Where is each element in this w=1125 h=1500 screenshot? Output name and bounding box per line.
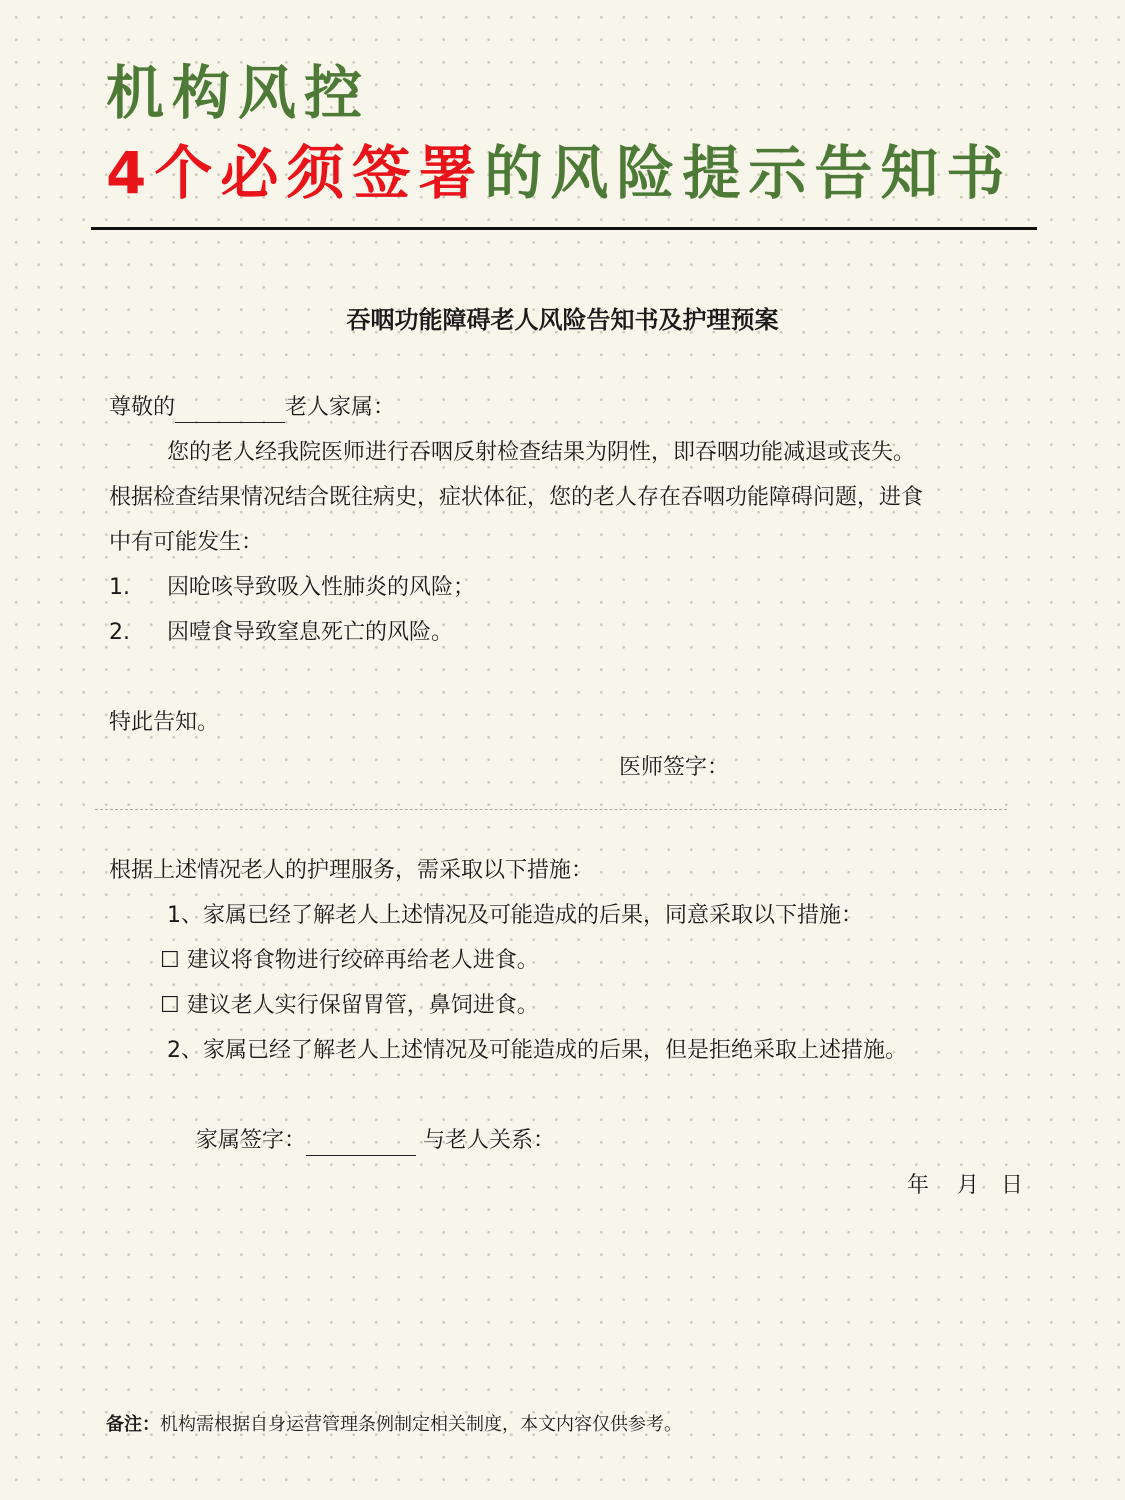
risk-text: 因噎食导致窒息死亡的风险。 — [167, 620, 454, 645]
measure-checkbox-item[interactable] — [160, 946, 539, 976]
paragraph-1: 您的老人经我院医师进行吞咽反射检查结果为阴性，即吞咽功能减退或丧失。 — [167, 440, 916, 465]
option-2: 2、家属已经了解老人上述情况及可能造成的后果，但是拒绝采取上述措施。 — [167, 1038, 907, 1063]
footer-text: 机构需根据自身运营管理条例制定相关制度，本文内容仅供参考。 — [160, 1414, 682, 1435]
measure-label: 建议老人实行保留胃管，鼻饲进食。 — [186, 993, 539, 1018]
paragraph-3: 中有可能发生： — [109, 530, 264, 555]
risk-item — [109, 573, 476, 603]
risk-item — [109, 618, 454, 648]
measure-checkbox-item[interactable] — [160, 991, 539, 1021]
footer-label: 备注： — [106, 1414, 160, 1435]
paragraph-2: 根据检查结果情况结合既往病史，症状体征，您的老人存在吞咽功能障碍问题，进食 — [109, 485, 924, 510]
header-highlight: 4个必须签署 — [106, 139, 485, 207]
year-label: 年 — [907, 1173, 930, 1198]
salutation-suffix: 老人家属： — [285, 395, 396, 420]
header-title-line2 — [106, 126, 1012, 210]
checkbox-icon[interactable]: ☐ — [160, 993, 180, 1018]
family-signature-blank[interactable] — [306, 1131, 416, 1156]
month-label: 月 — [957, 1173, 980, 1198]
option-1: 1、家属已经了解老人上述情况及可能造成的后果，同意采取以下措施： — [167, 903, 863, 928]
name-blank[interactable] — [175, 398, 285, 423]
notice-text: 特此告知。 — [109, 710, 220, 735]
header-title-line1: 机构风控 — [106, 59, 371, 127]
date-row — [907, 1171, 1023, 1201]
checkbox-icon[interactable]: ☐ — [160, 948, 180, 973]
family-signature-row — [196, 1126, 555, 1156]
measure-label: 建议将食物进行绞碎再给老人进食。 — [186, 948, 539, 973]
doctor-signature-label: 医师签字： — [619, 755, 730, 780]
salutation-prefix: 尊敬的 — [109, 395, 176, 420]
header-divider — [91, 227, 1037, 230]
footer-note — [106, 1410, 682, 1436]
risk-number: 2. — [109, 620, 130, 645]
measures-intro: 根据上述情况老人的护理服务，需采取以下措施： — [109, 858, 594, 883]
relation-label: 与老人关系： — [423, 1128, 556, 1153]
day-label: 日 — [1001, 1173, 1024, 1198]
risk-text: 因呛咳导致吸入性肺炎的风险； — [167, 575, 476, 600]
header-rest: 的风险提示告知书 — [484, 139, 1013, 207]
document-title: 吞咽功能障碍老人风险告知书及护理预案 — [346, 306, 779, 334]
family-signature-label: 家属签字： — [196, 1128, 307, 1153]
section-divider — [95, 809, 1007, 810]
risk-number: 1. — [109, 575, 130, 600]
salutation — [109, 393, 395, 423]
